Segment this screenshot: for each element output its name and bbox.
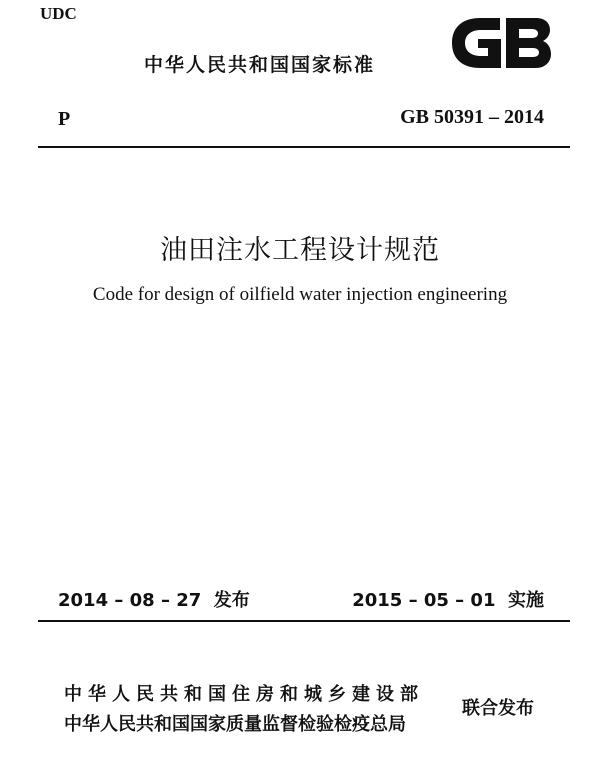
bottom-divider	[38, 620, 570, 622]
chinese-title: 油田注水工程设计规范	[160, 235, 440, 266]
joint-issue-label: 联合发布	[462, 698, 534, 719]
udc-label: UDC	[40, 4, 77, 23]
issuer-administration: 中华人民共和国国家质量监督检验检疫总局	[64, 714, 406, 735]
implementation-date: 2015 – 05 – 01 实施	[352, 590, 544, 611]
national-standard-heading: 中华人民共和国国家标准	[144, 54, 376, 76]
standard-number: GB 50391 – 2014	[400, 106, 544, 128]
gb-logo	[448, 14, 554, 72]
issue-date: 2014 – 08 – 27 发布	[58, 590, 250, 611]
category-code: P	[58, 108, 71, 130]
svg-text:GB: GB	[501, 69, 505, 71]
issuer-ministry: 中华人民共和国住房和城乡建设部	[64, 684, 424, 705]
english-title: Code for design of oilfield water injection engineering	[92, 284, 508, 305]
top-divider	[38, 146, 570, 148]
